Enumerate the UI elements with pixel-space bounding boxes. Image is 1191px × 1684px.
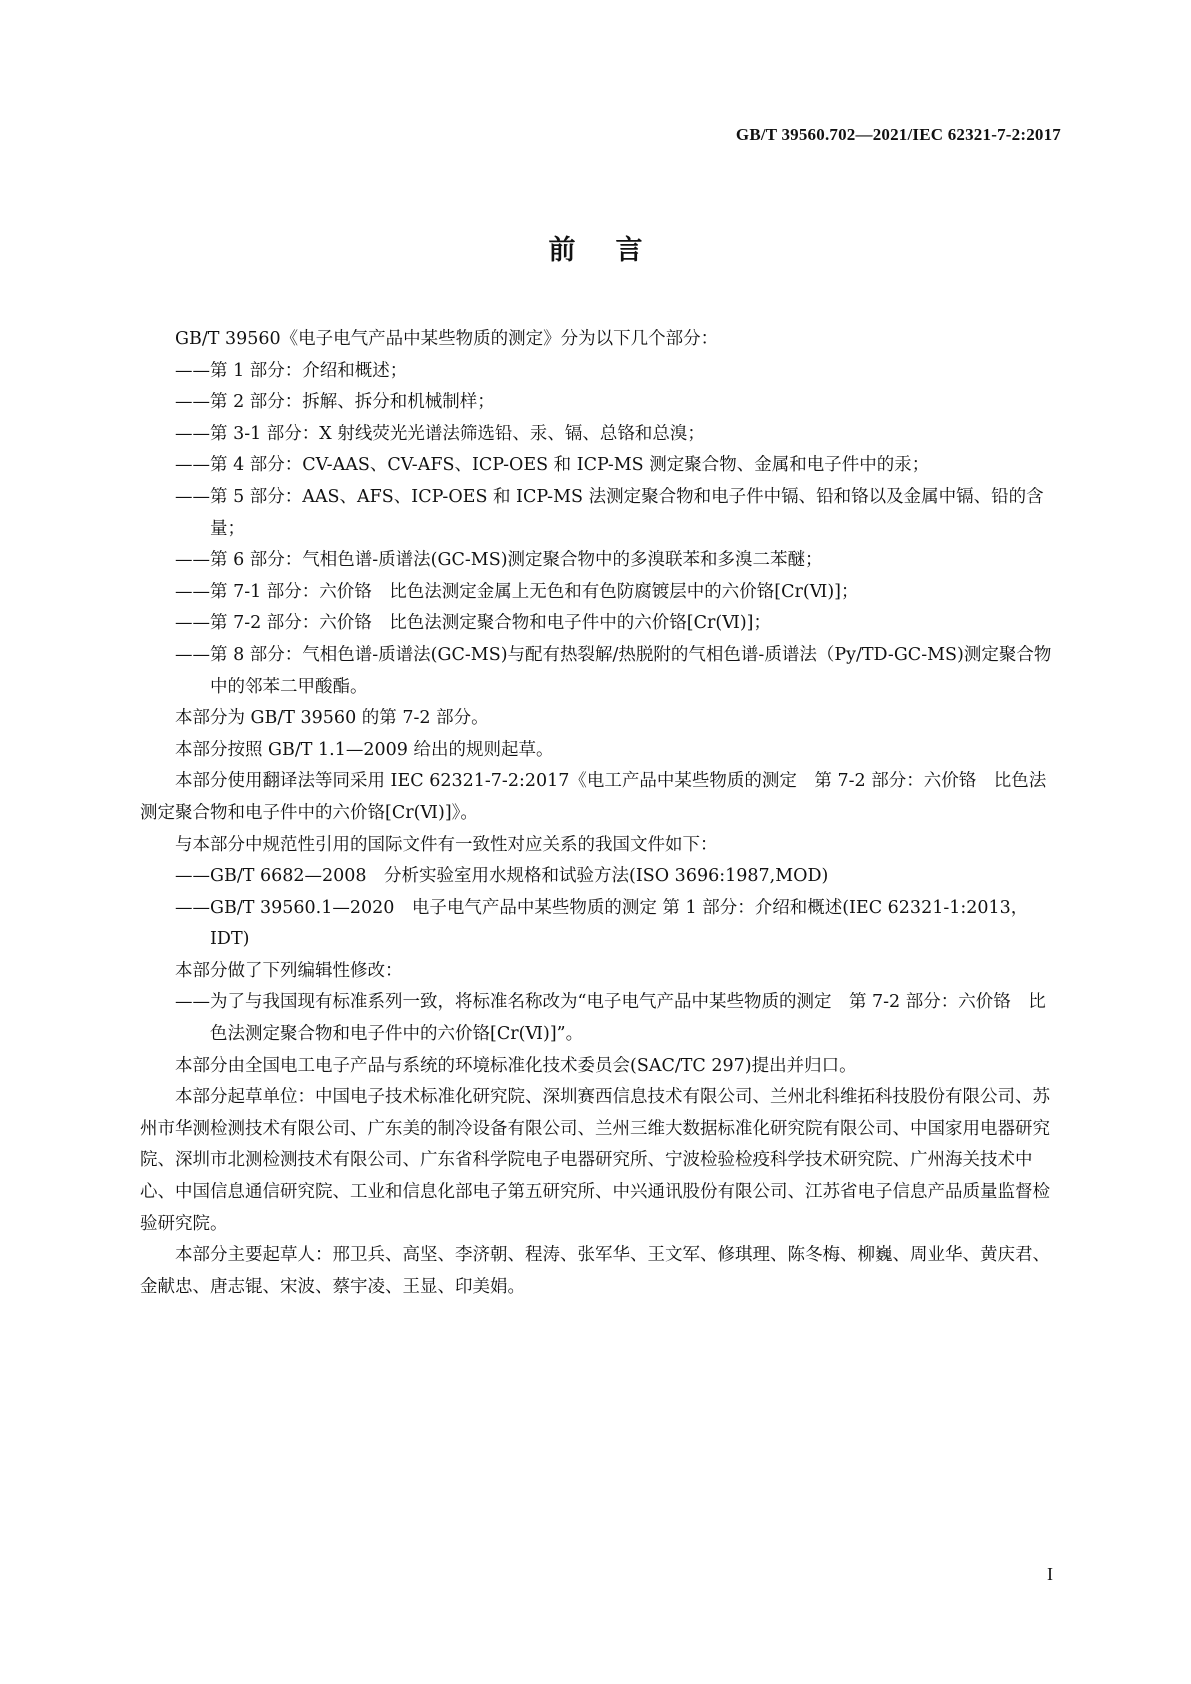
list-item: [140, 640, 1052, 703]
list-item-text: 第 1 部分：介绍和概述；: [210, 360, 408, 381]
list-dash: ——: [175, 581, 210, 602]
list-item: [140, 861, 1052, 893]
paragraph: 本部分使用翻译法等同采用 IEC 62321-7-2:2017《电工产品中某些物质的测定 第 7-2 部分：六价铬 比色法测定聚合物和电子件中的六价铬[Cr(Ⅵ)]》。: [140, 771, 1047, 823]
list-dash: ——: [175, 486, 210, 507]
list-item-text: 为了与我国现有标准系列一致，将标准名称改为“电子电气产品中某些物质的测定 第 7-2 部分：六价铬 比色法测定聚合物和电子件中的六价铬[Cr(Ⅵ)]”。: [210, 992, 1046, 1045]
paragraph: 本部分起草单位：中国电子技术标准化研究院、深圳赛西信息技术有限公司、兰州北科维拓科技股份有限公司、苏州市华测检测技术有限公司、广东美的制冷设备有限公司、兰州三维大数据标准化研究院有限公司、中国家用电器研究院、深圳市北测检测技术有限公司、广东省科学院电子电器研究所、宁波检验检疫科学技术研究院、广州海关技术中心、中国信息通信研究院、工业和信息化部电子第五研究所、中兴通讯股份有限公司、江苏省电子信息产品质量监督检验研究院。: [140, 1087, 1050, 1234]
list-dash: ——: [175, 423, 210, 444]
page-title: 前言: [548, 235, 683, 266]
page-number: I: [1047, 1564, 1053, 1584]
list-dash: ——: [175, 992, 210, 1013]
list-dash: ——: [175, 644, 210, 665]
list-item-text: 第 7-2 部分：六价铬 比色法测定聚合物和电子件中的六价铬[Cr(Ⅵ)]；: [210, 613, 771, 634]
list-dash: ——: [175, 897, 210, 918]
list-item-text: 第 8 部分：气相色谱-质谱法(GC-MS)与配有热裂解/热脱附的气相色谱-质谱法（Py/TD-GC-MS)测定聚合物中的邻苯二甲酸酯。: [210, 644, 1052, 697]
list-dash: ——: [175, 392, 210, 413]
list-item-text: 第 5 部分：AAS、AFS、ICP-OES 和 ICP-MS 法测定聚合物和电子件中镉、铅和铬以及金属中镉、铅的含量；: [210, 486, 1044, 539]
list-item-text: 第 7-1 部分：六价铬 比色法测定金属上无色和有色防腐镀层中的六价铬[Cr(Ⅵ)]；: [210, 581, 859, 602]
list-dash: ——: [175, 455, 210, 476]
list-dash: ——: [175, 550, 210, 571]
paragraph: 本部分做了下列编辑性修改：: [175, 960, 403, 981]
list-item-text: GB/T 39560.1—2020 电子电气产品中某些物质的测定 第 1 部分：介绍和概述(IEC 62321-1:2013，IDT): [210, 897, 1029, 950]
list-item-text: 第 4 部分：CV-AAS、CV-AFS、ICP-OES 和 ICP-MS 测定聚合物、金属和电子件中的汞；: [210, 455, 930, 476]
list-item: [140, 608, 1052, 640]
list-item-text: 第 6 部分：气相色谱-质谱法(GC-MS)测定聚合物中的多溴联苯和多溴二苯醚；: [210, 550, 823, 571]
paragraph: 本部分为 GB/T 39560 的第 7-2 部分。: [175, 708, 489, 729]
paragraph: 本部分由全国电工电子产品与系统的环境标准化技术委员会(SAC/TC 297)提出并归口。: [175, 1055, 857, 1076]
list-item: [140, 893, 1052, 956]
paragraph: 与本部分中规范性引用的国际文件有一致性对应关系的我国文件如下：: [175, 834, 718, 855]
list-item-text: 第 3-1 部分：X 射线荧光光谱法筛选铅、汞、镉、总铬和总溴；: [210, 423, 705, 444]
list-dash: ——: [175, 866, 210, 887]
list-dash: ——: [175, 613, 210, 634]
list-item: [140, 356, 1052, 388]
paragraph: 本部分主要起草人：邢卫兵、高坚、李济朝、程涛、张军华、王文军、修琪理、陈冬梅、柳巍、周业华、黄庆君、金献忠、唐志锟、宋波、蔡宇凌、王显、印美娟。: [140, 1245, 1050, 1297]
list-item: [140, 419, 1052, 451]
list-dash: ——: [175, 360, 210, 381]
document-code: GB/T 39560.702—2021/IEC 62321-7-2:2017: [735, 125, 1061, 144]
list-item-text: GB/T 6682—2008 分析实验室用水规格和试验方法(ISO 3696:1987,MOD): [210, 866, 829, 887]
paragraph: GB/T 39560《电子电气产品中某些物质的测定》分为以下几个部分：: [175, 329, 719, 349]
list-item: [140, 987, 1052, 1050]
list-item: [140, 482, 1052, 545]
list-item: [140, 450, 1052, 482]
list-item: [140, 545, 1052, 577]
list-item: [140, 387, 1052, 419]
list-item: [140, 577, 1052, 609]
document-body: [140, 324, 1052, 1303]
list-item-text: 第 2 部分：拆解、拆分和机械制样；: [210, 392, 495, 413]
paragraph: 本部分按照 GB/T 1.1—2009 给出的规则起草。: [175, 739, 554, 760]
